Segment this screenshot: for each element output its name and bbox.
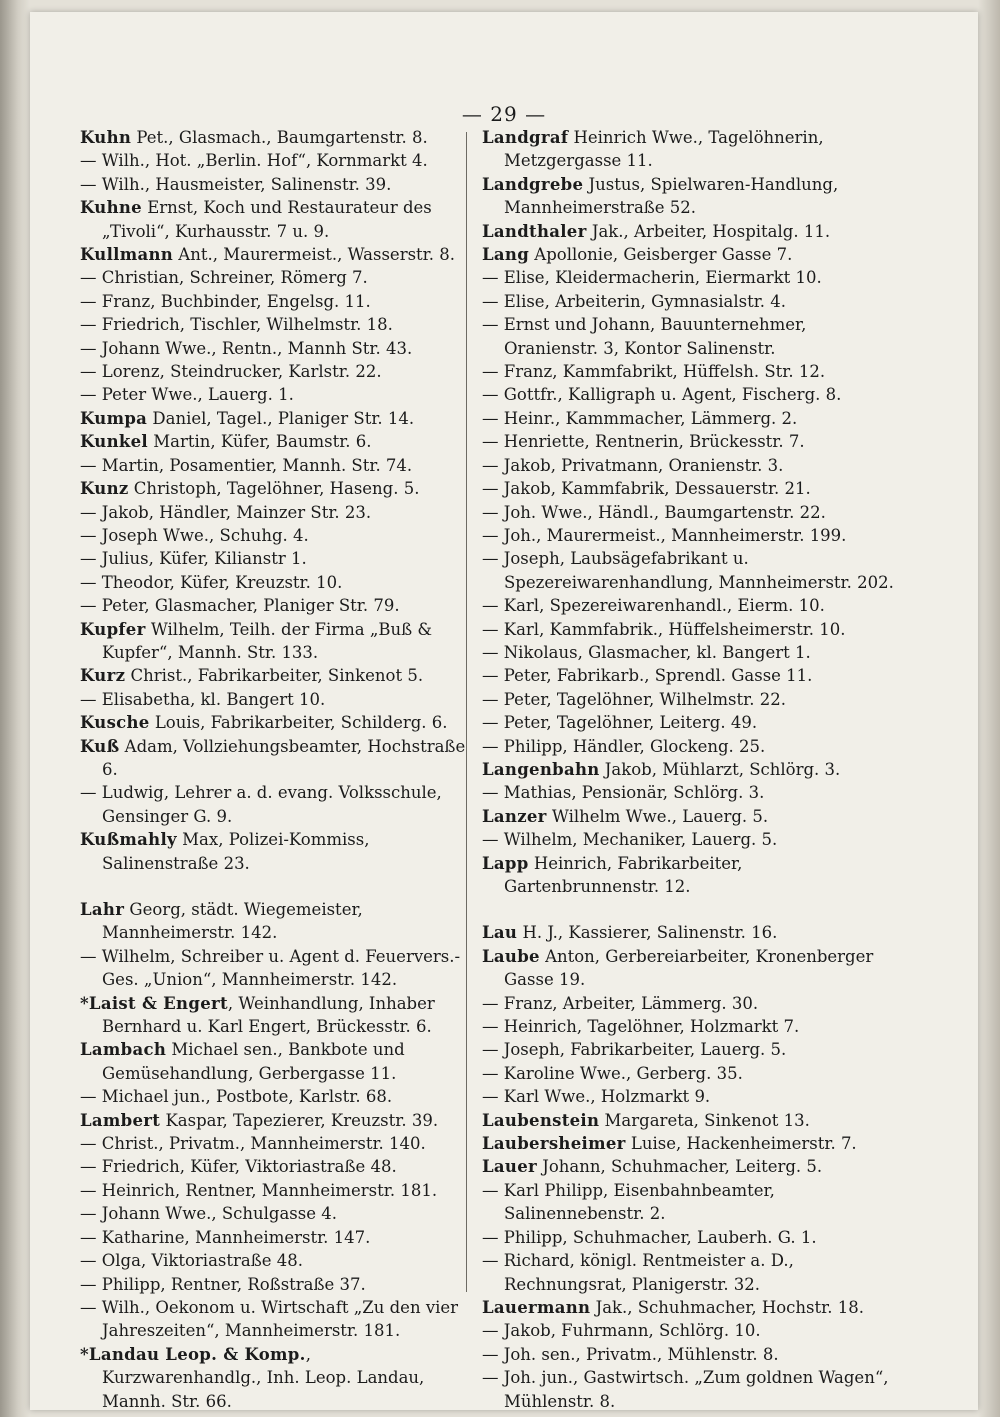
directory-entry bbox=[80, 196, 472, 243]
directory-entry bbox=[80, 243, 472, 266]
entry-details: , Weinhandlung, Inhaber Bernhard u. Karl Engert, Brückesstr. 6. bbox=[102, 993, 435, 1037]
entry-details: — Jakob, Fuhrmann, Schlörg. 10. bbox=[482, 1321, 761, 1341]
entry-details: — Joseph, Laubsägefabrikant u. Spezereiwarenhandlung, Mannheimerstr. 202. bbox=[482, 549, 894, 592]
entry-details: — Martin, Posamentier, Mannh. Str. 74. bbox=[80, 455, 413, 475]
entry-details: Michael sen., Bankbote und Gemüsehandlung, Gerbergasse 11. bbox=[102, 1040, 405, 1083]
entry-details: Wilhelm, Teilh. der Firma „Buß & Kupfer“, Mannh. Str. 133. bbox=[102, 619, 433, 662]
directory-entry bbox=[482, 313, 902, 360]
book-gutter bbox=[0, 0, 30, 1417]
entry-details: Heinrich Wwe., Tagelöhnerin, Metzgergasse 11. bbox=[504, 128, 824, 171]
entry-details: — Friedrich, Küfer, Viktoriastraße 48. bbox=[80, 1157, 397, 1177]
directory-entry bbox=[482, 852, 902, 899]
entry-details: Max, Polizei-Kommiss, Salinenstraße 23. bbox=[102, 830, 370, 873]
directory-entry bbox=[482, 758, 902, 781]
directory-entry bbox=[80, 992, 472, 1039]
entry-details: — Jakob, Kammfabrik, Dessauerstr. 21. bbox=[482, 479, 811, 499]
directory-entry bbox=[80, 290, 472, 313]
directory-entry bbox=[80, 1155, 472, 1178]
entry-details: — Peter, Tagelöhner, Wilhelmstr. 22. bbox=[482, 689, 786, 709]
directory-entry bbox=[482, 1155, 902, 1178]
directory-entry bbox=[482, 290, 902, 313]
directory-entry bbox=[80, 266, 472, 289]
entry-surname: Kunz bbox=[80, 479, 129, 499]
entry-surname: Kuhn bbox=[80, 128, 132, 147]
column-divider bbox=[466, 132, 467, 1292]
directory-entry bbox=[482, 1062, 902, 1085]
directory-entry bbox=[482, 1319, 902, 1342]
directory-entry bbox=[80, 1296, 472, 1343]
directory-entry bbox=[80, 1343, 472, 1413]
entry-details: Johann, Schuhmacher, Leiterg. 5. bbox=[536, 1157, 823, 1177]
entry-details: — Katharine, Mannheimerstr. 147. bbox=[80, 1227, 371, 1247]
directory-entry bbox=[482, 1109, 902, 1132]
directory-entry bbox=[482, 383, 902, 406]
entry-surname: Laube bbox=[482, 946, 540, 966]
entry-details: — Philipp, Händler, Glockeng. 25. bbox=[482, 736, 766, 756]
directory-entry bbox=[482, 921, 902, 944]
entry-details: — Johann Wwe., Schulgasse 4. bbox=[80, 1204, 337, 1224]
entry-surname: Kumpa bbox=[80, 408, 148, 428]
entry-details: — Karl Wwe., Holzmarkt 9. bbox=[482, 1087, 711, 1107]
directory-entry bbox=[80, 898, 472, 945]
entry-details: Wilhelm Wwe., Lauerg. 5. bbox=[546, 806, 769, 826]
directory-entry bbox=[80, 547, 472, 570]
entry-surname: Laubenstein bbox=[482, 1110, 600, 1130]
directory-entry bbox=[482, 243, 902, 266]
right-column bbox=[482, 126, 902, 1413]
directory-entry bbox=[482, 641, 902, 664]
directory-entry bbox=[482, 781, 902, 804]
entry-surname: Kupfer bbox=[80, 619, 146, 639]
entry-details: — Julius, Küfer, Kilianstr 1. bbox=[80, 549, 307, 569]
directory-entry bbox=[482, 664, 902, 687]
directory-entry bbox=[80, 337, 472, 360]
directory-entry bbox=[482, 1038, 902, 1061]
directory-entry bbox=[80, 828, 472, 875]
entry-surname: Lang bbox=[482, 245, 530, 265]
directory-entry bbox=[482, 688, 902, 711]
entry-details: — Heinrich, Tagelöhner, Holzmarkt 7. bbox=[482, 1017, 800, 1037]
entry-details: Jak., Arbeiter, Hospitalg. 11. bbox=[586, 221, 831, 241]
entry-surname: Lambert bbox=[80, 1110, 161, 1130]
directory-entry bbox=[80, 1109, 472, 1132]
entry-details: Jakob, Mühlarzt, Schlörg. 3. bbox=[599, 759, 841, 779]
entry-surname: *Landau Leop. & Komp. bbox=[80, 1344, 306, 1364]
entry-details: — Peter, Tagelöhner, Leiterg. 49. bbox=[482, 713, 758, 733]
entry-details: — Joh. Wwe., Händl., Baumgartenstr. 22. bbox=[482, 502, 826, 522]
directory-entry bbox=[80, 688, 472, 711]
directory-entry bbox=[482, 1179, 902, 1226]
entry-details: H. J., Kassierer, Salinenstr. 16. bbox=[517, 923, 778, 943]
entry-surname: Landgrebe bbox=[482, 174, 584, 194]
directory-entry bbox=[80, 1085, 472, 1108]
entry-details: Heinrich, Fabrikarbeiter, Gartenbrunnenstr. 12. bbox=[504, 853, 743, 896]
directory-entry bbox=[482, 594, 902, 617]
directory-entry bbox=[80, 1038, 472, 1085]
directory-entry bbox=[482, 126, 902, 173]
entry-details: Christ., Fabrikarbeiter, Sinkenot 5. bbox=[125, 666, 424, 686]
directory-entry bbox=[482, 501, 902, 524]
entry-surname: Lanzer bbox=[482, 806, 547, 826]
entry-details: — Joseph, Fabrikarbeiter, Lauerg. 5. bbox=[482, 1040, 787, 1060]
entry-details: Georg, städt. Wiegemeister, Mannheimerstr. 142. bbox=[102, 900, 363, 943]
entry-surname: Langenbahn bbox=[482, 759, 600, 779]
entry-details: — Wilhelm, Mechaniker, Lauerg. 5. bbox=[482, 830, 778, 850]
entry-details: — Franz, Buchbinder, Engelsg. 11. bbox=[80, 291, 371, 311]
directory-entry bbox=[482, 1296, 902, 1319]
entry-details: Anton, Gerbereiarbeiter, Kronenberger Gasse 19. bbox=[504, 946, 874, 990]
directory-entry bbox=[80, 477, 472, 500]
directory-entry bbox=[482, 547, 902, 594]
page-edge bbox=[978, 0, 1000, 1417]
entry-details: — Wilh., Hot. „Berlin. Hof“, Kornmarkt 4. bbox=[80, 151, 428, 171]
directory-entry bbox=[482, 618, 902, 641]
entry-details: — Joh., Maurermeist., Mannheimerstr. 199. bbox=[482, 525, 847, 545]
directory-entry bbox=[482, 805, 902, 828]
directory-entry bbox=[482, 1343, 902, 1366]
entry-details: — Karl, Spezereiwarenhandl., Eierm. 10. bbox=[482, 596, 825, 616]
entry-details: Kaspar, Tapezierer, Kreuzstr. 39. bbox=[160, 1110, 439, 1130]
entry-details: — Jakob, Händler, Mainzer Str. 23. bbox=[80, 502, 372, 522]
directory-entry bbox=[482, 407, 902, 430]
entry-details: Daniel, Tagel., Planiger Str. 14. bbox=[147, 408, 415, 428]
directory-entry bbox=[80, 360, 472, 383]
entry-details: — Theodor, Küfer, Kreuzstr. 10. bbox=[80, 572, 343, 592]
entry-surname: Lambach bbox=[80, 1040, 167, 1060]
directory-entry bbox=[482, 430, 902, 453]
directory-entry bbox=[482, 360, 902, 383]
directory-entry bbox=[80, 126, 472, 149]
directory-entry bbox=[80, 781, 472, 828]
entry-surname: Landgraf bbox=[482, 128, 569, 147]
entry-surname: Lahr bbox=[80, 900, 125, 919]
entry-details: — Philipp, Schuhmacher, Lauberh. G. 1. bbox=[482, 1227, 817, 1247]
directory-entry bbox=[482, 1015, 902, 1038]
entry-details: — Peter, Glasmacher, Planiger Str. 79. bbox=[80, 596, 400, 616]
entry-details: Ernst, Koch und Restaurateur des „Tivoli“, Kurhausstr. 7 u. 9. bbox=[102, 198, 432, 241]
entry-details: — Richard, königl. Rentmeister a. D., Rechnungsrat, Planigerstr. 32. bbox=[482, 1251, 794, 1294]
entry-details: — Karl Philipp, Eisenbahnbeamter, Salinennebenstr. 2. bbox=[482, 1180, 775, 1224]
entry-details: Ant., Maurermeist., Wasserstr. 8. bbox=[173, 245, 455, 265]
entry-surname: Lauermann bbox=[482, 1297, 591, 1317]
entry-surname: Lauer bbox=[482, 1157, 537, 1177]
entry-details: — Jakob, Privatmann, Oranienstr. 3. bbox=[482, 455, 784, 475]
directory-entry bbox=[482, 524, 902, 547]
directory-entry bbox=[80, 524, 472, 547]
left-column bbox=[80, 126, 472, 1413]
directory-entry bbox=[80, 383, 472, 406]
entry-details: Martin, Küfer, Baumstr. 6. bbox=[147, 432, 372, 452]
entry-details: — Henriette, Rentnerin, Brückesstr. 7. bbox=[482, 432, 805, 452]
directory-entry bbox=[80, 1179, 472, 1202]
directory-entry bbox=[80, 1132, 472, 1155]
entry-details: — Christ., Privatm., Mannheimerstr. 140. bbox=[80, 1134, 426, 1154]
entry-details: Luise, Hackenheimerstr. 7. bbox=[625, 1134, 857, 1154]
entry-details: — Karoline Wwe., Gerberg. 35. bbox=[482, 1063, 743, 1083]
directory-entry bbox=[80, 711, 472, 734]
entry-details: Justus, Spielwaren-Handlung, Mannheimerstraße 52. bbox=[504, 174, 839, 218]
entry-details: Apollonie, Geisberger Gasse 7. bbox=[529, 245, 793, 265]
entry-details: Adam, Vollziehungsbeamter, Hochstraße 6. bbox=[102, 736, 466, 779]
entry-details: — Joh. sen., Privatm., Mühlenstr. 8. bbox=[482, 1344, 779, 1364]
entry-details: — Philipp, Rentner, Roßstraße 37. bbox=[80, 1274, 366, 1294]
directory-entry bbox=[80, 430, 472, 453]
entry-details: — Peter Wwe., Lauerg. 1. bbox=[80, 385, 294, 405]
entry-surname: Kunkel bbox=[80, 432, 148, 452]
directory-entry bbox=[80, 594, 472, 617]
entry-details: — Franz, Kammfabrikt, Hüffelsh. Str. 12. bbox=[482, 362, 826, 382]
directory-entry bbox=[80, 735, 472, 782]
directory-entry bbox=[482, 220, 902, 243]
entry-details: — Heinrich, Rentner, Mannheimerstr. 181. bbox=[80, 1180, 438, 1200]
entry-details: — Wilh., Hausmeister, Salinenstr. 39. bbox=[80, 174, 392, 194]
directory-entry bbox=[80, 1273, 472, 1296]
entry-details: — Wilh., Oekonom u. Wirtschaft „Zu den vier Jahreszeiten“, Mannheimerstr. 181. bbox=[80, 1297, 459, 1341]
entry-details: — Christian, Schreiner, Römerg 7. bbox=[80, 268, 368, 288]
directory-entry bbox=[80, 454, 472, 477]
directory-entry bbox=[80, 149, 472, 172]
entry-details: Pet., Glasmach., Baumgartenstr. 8. bbox=[131, 128, 428, 147]
entry-details: — Johann Wwe., Rentn., Mannh Str. 43. bbox=[80, 338, 413, 358]
directory-entry bbox=[482, 828, 902, 851]
directory-entry bbox=[482, 1249, 902, 1296]
entry-surname: Kuhne bbox=[80, 198, 142, 218]
directory-entry bbox=[80, 1226, 472, 1249]
directory-entry bbox=[80, 618, 472, 665]
directory-entry bbox=[482, 477, 902, 500]
entry-surname: Lapp bbox=[482, 853, 529, 873]
entry-surname: Landthaler bbox=[482, 221, 587, 241]
directory-entry bbox=[482, 454, 902, 477]
section-gap bbox=[80, 875, 472, 898]
entry-details: — Mathias, Pensionär, Schlörg. 3. bbox=[482, 783, 765, 803]
entry-surname: *Laist & Engert bbox=[80, 993, 228, 1013]
entry-details: — Olga, Viktoriastraße 48. bbox=[80, 1251, 303, 1271]
directory-entry bbox=[482, 992, 902, 1015]
directory-entry bbox=[482, 735, 902, 758]
entry-details: — Ernst und Johann, Bauunternehmer, Oranienstr. 3, Kontor Salinenstr. bbox=[482, 315, 807, 358]
directory-entry bbox=[482, 1226, 902, 1249]
directory-entry bbox=[80, 1249, 472, 1272]
directory-entry bbox=[80, 501, 472, 524]
page-number: — 29 — bbox=[461, 102, 547, 126]
directory-entry bbox=[482, 173, 902, 220]
directory-entry bbox=[80, 173, 472, 196]
directory-entry bbox=[80, 571, 472, 594]
entry-details: Jak., Schuhmacher, Hochstr. 18. bbox=[590, 1297, 864, 1317]
entry-surname: Kußmahly bbox=[80, 830, 177, 850]
entry-details: — Peter, Fabrikarb., Sprendl. Gasse 11. bbox=[482, 666, 813, 686]
entry-details: — Elise, Kleidermacherin, Eiermarkt 10. bbox=[482, 268, 822, 288]
entry-details: Margareta, Sinkenot 13. bbox=[599, 1110, 810, 1130]
entry-details: — Franz, Arbeiter, Lämmerg. 30. bbox=[482, 993, 759, 1013]
entry-details: — Elise, Arbeiterin, Gymnasialstr. 4. bbox=[482, 291, 787, 311]
entry-surname: Kusche bbox=[80, 713, 150, 733]
entry-details: Christoph, Tagelöhner, Haseng. 5. bbox=[128, 479, 420, 499]
directory-entry bbox=[80, 1202, 472, 1225]
directory-entry bbox=[80, 313, 472, 336]
entry-surname: Kuß bbox=[80, 736, 120, 756]
entry-surname: Kullmann bbox=[80, 245, 174, 265]
directory-entry bbox=[482, 266, 902, 289]
entry-details: — Heinr., Kammmacher, Lämmerg. 2. bbox=[482, 408, 798, 428]
directory-entry bbox=[482, 1366, 902, 1413]
entry-details: — Gottfr., Kalligraph u. Agent, Fischerg. 8. bbox=[482, 385, 842, 405]
entry-details: — Ludwig, Lehrer a. d. evang. Volksschule, Gensinger G. 9. bbox=[80, 783, 442, 826]
entry-details: — Karl, Kammfabrik., Hüffelsheimerstr. 10. bbox=[482, 619, 846, 639]
entry-details: — Joh. jun., Gastwirtsch. „Zum goldnen Wagen“, Mühlenstr. 8. bbox=[482, 1368, 889, 1411]
section-gap bbox=[482, 898, 902, 921]
entry-details: — Wilhelm, Schreiber u. Agent d. Feuervers.-Ges. „Union“, Mannheimerstr. 142. bbox=[80, 946, 461, 990]
directory-entry bbox=[482, 711, 902, 734]
entry-surname: Laubersheimer bbox=[482, 1134, 626, 1154]
entry-details: , Kurzwarenhandlg., Inh. Leop. Landau, Mannh. Str. 66. bbox=[102, 1344, 425, 1411]
entry-surname: Lau bbox=[482, 923, 518, 943]
entry-surname: Kurz bbox=[80, 666, 126, 686]
directory-entry bbox=[80, 664, 472, 687]
entry-details: — Nikolaus, Glasmacher, kl. Bangert 1. bbox=[482, 642, 811, 662]
directory-entry bbox=[482, 1132, 902, 1155]
directory-entry bbox=[482, 1085, 902, 1108]
directory-entry bbox=[80, 945, 472, 992]
directory-entry bbox=[80, 407, 472, 430]
entry-details: Louis, Fabrikarbeiter, Schilderg. 6. bbox=[149, 713, 448, 733]
entry-details: — Elisabetha, kl. Bangert 10. bbox=[80, 689, 326, 709]
directory-entry bbox=[482, 945, 902, 992]
entry-details: — Joseph Wwe., Schuhg. 4. bbox=[80, 525, 309, 545]
entry-details: — Friedrich, Tischler, Wilhelmstr. 18. bbox=[80, 315, 393, 335]
entry-details: — Lorenz, Steindrucker, Karlstr. 22. bbox=[80, 362, 382, 382]
entry-details: — Michael jun., Postbote, Karlstr. 68. bbox=[80, 1087, 393, 1107]
